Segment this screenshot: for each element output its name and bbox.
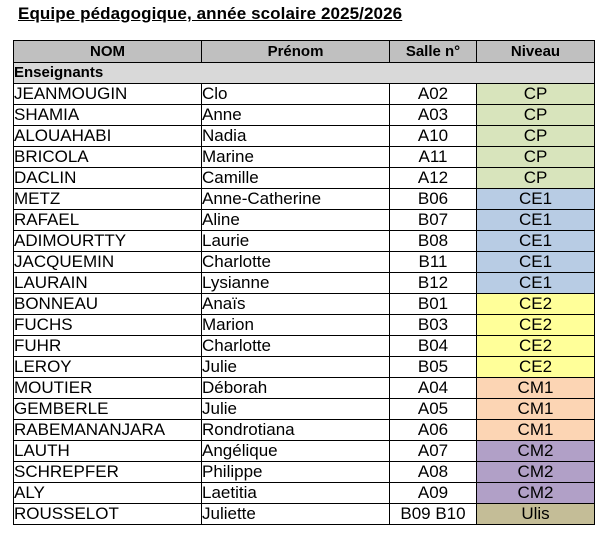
cell-niveau: CE2 [477, 357, 595, 378]
cell-nom: BRICOLA [14, 147, 202, 168]
cell-salle: B01 [390, 294, 477, 315]
cell-niveau: CM2 [477, 441, 595, 462]
cell-salle: B04 [390, 336, 477, 357]
cell-nom: GEMBERLE [14, 399, 202, 420]
cell-niveau: CP [477, 168, 595, 189]
table-row [14, 399, 595, 420]
cell-nom: METZ [14, 189, 202, 210]
header-salle: Salle n° [390, 41, 477, 63]
cell-niveau: CE2 [477, 315, 595, 336]
cell-niveau: CP [477, 105, 595, 126]
cell-nom: RAFAEL [14, 210, 202, 231]
cell-prenom: Camille [202, 168, 390, 189]
table-row [14, 462, 595, 483]
section-label: Enseignants [14, 63, 595, 84]
cell-salle: B03 [390, 315, 477, 336]
cell-niveau: CE2 [477, 294, 595, 315]
table-row [14, 273, 595, 294]
cell-salle: A06 [390, 420, 477, 441]
cell-niveau: CM1 [477, 378, 595, 399]
staff-table [13, 40, 595, 525]
header-row [14, 41, 595, 63]
header-niveau: Niveau [477, 41, 595, 63]
section-row [14, 63, 595, 84]
cell-salle: A11 [390, 147, 477, 168]
cell-prenom: Clo [202, 84, 390, 105]
cell-salle: B09 B10 [390, 504, 477, 525]
cell-prenom: Laurie [202, 231, 390, 252]
cell-salle: A10 [390, 126, 477, 147]
cell-prenom: Lysianne [202, 273, 390, 294]
table-row [14, 147, 595, 168]
table-row [14, 168, 595, 189]
header-prenom: Prénom [202, 41, 390, 63]
cell-salle: A12 [390, 168, 477, 189]
cell-salle: B06 [390, 189, 477, 210]
cell-prenom: Aline [202, 210, 390, 231]
cell-nom: LAUTH [14, 441, 202, 462]
cell-nom: ALY [14, 483, 202, 504]
table-row [14, 315, 595, 336]
table-row [14, 441, 595, 462]
cell-niveau: CE1 [477, 231, 595, 252]
cell-prenom: Nadia [202, 126, 390, 147]
cell-salle: A08 [390, 462, 477, 483]
cell-niveau: CE1 [477, 210, 595, 231]
cell-niveau: CM2 [477, 483, 595, 504]
cell-niveau: CE1 [477, 189, 595, 210]
cell-prenom: Anne [202, 105, 390, 126]
cell-nom: JEANMOUGIN [14, 84, 202, 105]
table-row [14, 357, 595, 378]
cell-niveau: CP [477, 126, 595, 147]
cell-salle: B11 [390, 252, 477, 273]
header-nom: NOM [14, 41, 202, 63]
cell-prenom: Charlotte [202, 252, 390, 273]
cell-niveau: Ulis [477, 504, 595, 525]
cell-nom: JACQUEMIN [14, 252, 202, 273]
cell-salle: B07 [390, 210, 477, 231]
table-row [14, 504, 595, 525]
table-row [14, 210, 595, 231]
cell-prenom: Charlotte [202, 336, 390, 357]
cell-prenom: Rondrotiana [202, 420, 390, 441]
cell-prenom: Juliette [202, 504, 390, 525]
cell-nom: ADIMOURTTY [14, 231, 202, 252]
table-row [14, 126, 595, 147]
cell-salle: B08 [390, 231, 477, 252]
cell-niveau: CM2 [477, 462, 595, 483]
cell-prenom: Anaïs [202, 294, 390, 315]
page-title: Equipe pédagogique, année scolaire 2025/2026 [18, 4, 403, 23]
cell-salle: A09 [390, 483, 477, 504]
cell-nom: SHAMIA [14, 105, 202, 126]
cell-prenom: Marine [202, 147, 390, 168]
cell-prenom: Philippe [202, 462, 390, 483]
cell-nom: FUHR [14, 336, 202, 357]
cell-nom: DACLIN [14, 168, 202, 189]
cell-niveau: CP [477, 84, 595, 105]
cell-niveau: CP [477, 147, 595, 168]
table-row [14, 189, 595, 210]
cell-nom: LEROY [14, 357, 202, 378]
table-row [14, 84, 595, 105]
cell-niveau: CM1 [477, 399, 595, 420]
cell-salle: A07 [390, 441, 477, 462]
cell-niveau: CE2 [477, 336, 595, 357]
table-body [14, 63, 595, 525]
cell-salle: B05 [390, 357, 477, 378]
table-row [14, 420, 595, 441]
cell-salle: A05 [390, 399, 477, 420]
cell-prenom: Julie [202, 399, 390, 420]
cell-nom: SCHREPFER [14, 462, 202, 483]
cell-nom: LAURAIN [14, 273, 202, 294]
table-row [14, 252, 595, 273]
cell-nom: ALOUAHABI [14, 126, 202, 147]
cell-prenom: Julie [202, 357, 390, 378]
cell-nom: RABEMANANJARA [14, 420, 202, 441]
cell-salle: A03 [390, 105, 477, 126]
table-row [14, 483, 595, 504]
table-row [14, 231, 595, 252]
table-row [14, 105, 595, 126]
cell-prenom: Marion [202, 315, 390, 336]
table-row [14, 336, 595, 357]
cell-nom: FUCHS [14, 315, 202, 336]
cell-salle: A04 [390, 378, 477, 399]
cell-salle: A02 [390, 84, 477, 105]
cell-prenom: Angélique [202, 441, 390, 462]
cell-nom: MOUTIER [14, 378, 202, 399]
cell-niveau: CM1 [477, 420, 595, 441]
cell-salle: B12 [390, 273, 477, 294]
cell-nom: ROUSSELOT [14, 504, 202, 525]
cell-prenom: Déborah [202, 378, 390, 399]
cell-prenom: Anne-Catherine [202, 189, 390, 210]
cell-niveau: CE1 [477, 252, 595, 273]
cell-nom: BONNEAU [14, 294, 202, 315]
cell-niveau: CE1 [477, 273, 595, 294]
table-row [14, 294, 595, 315]
table-row [14, 378, 595, 399]
cell-prenom: Laetitia [202, 483, 390, 504]
